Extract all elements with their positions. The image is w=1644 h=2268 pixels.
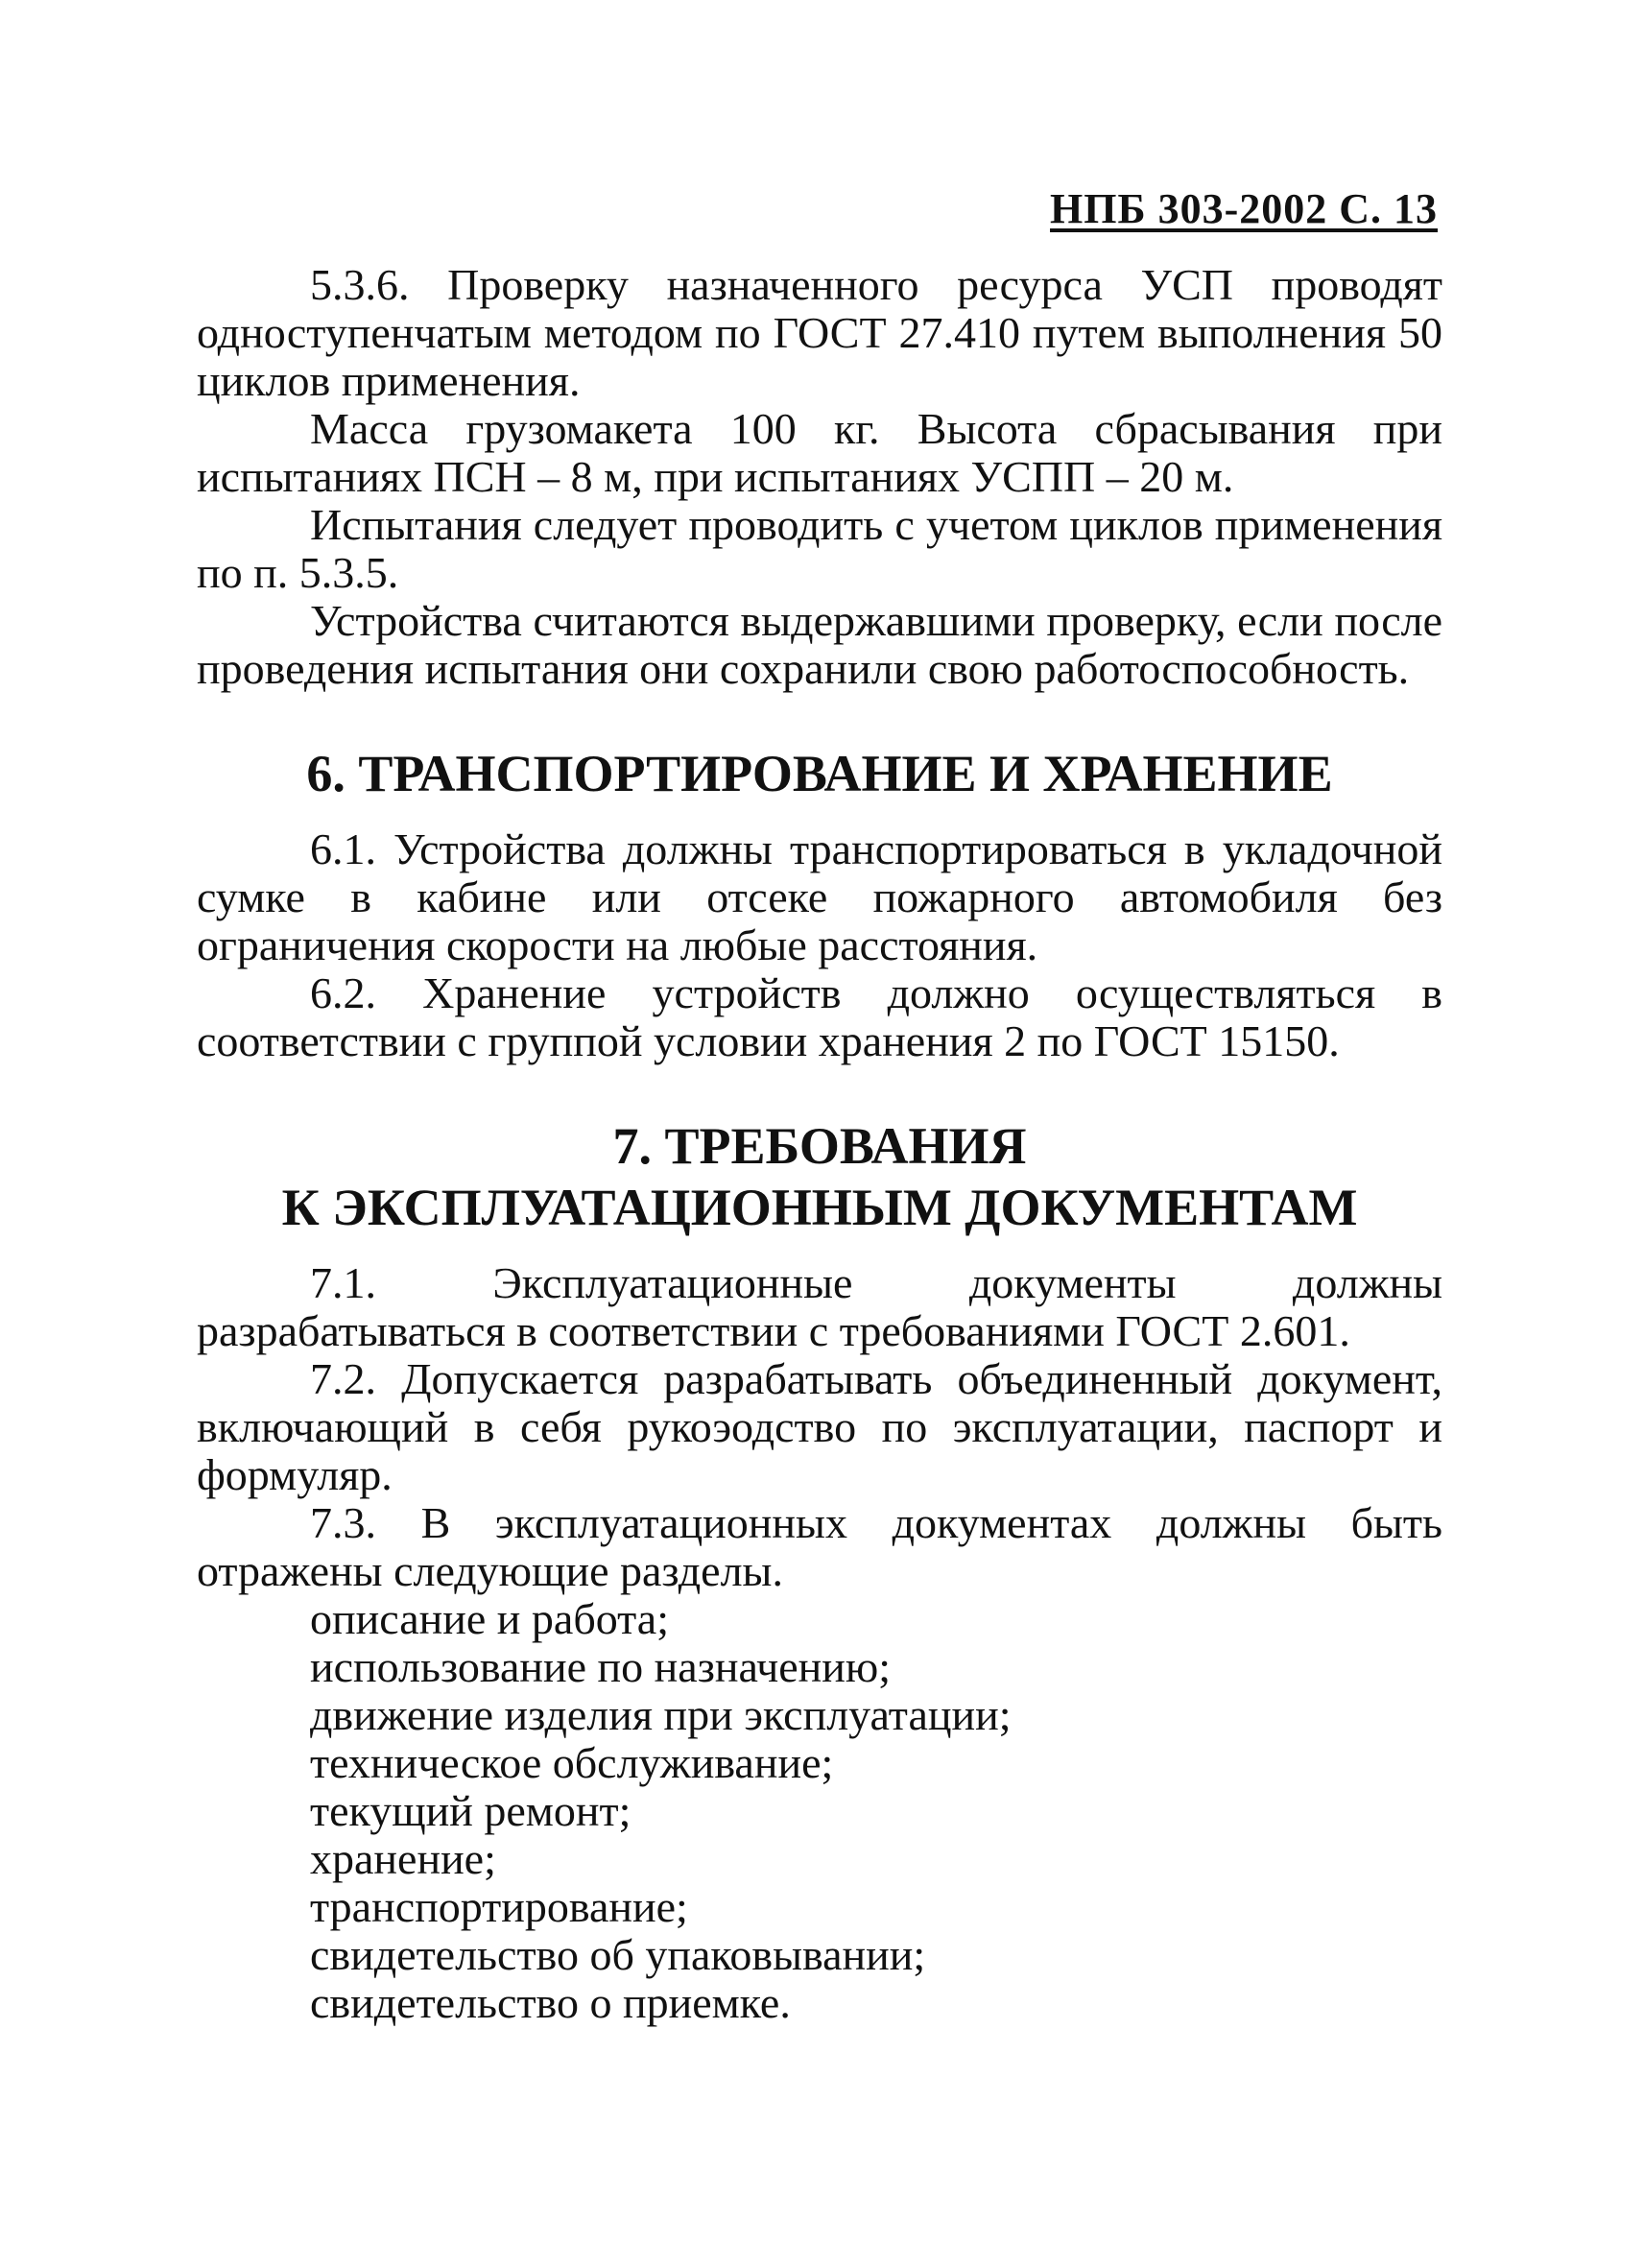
section-7-title-line-2: К ЭКСПЛУАТАЦИОННЫМ ДОКУМЕНТАМ <box>281 1179 1358 1236</box>
paragraph-7-1: 7.1. Эксплуатационные документы должны разрабатываться в соответствии с требованиями ГОСТ 2.601. <box>197 1258 1442 1355</box>
paragraph-result: Устройства считаются выдержавшими проверку, если после проведения испытания они сохранили свою работоспособность. <box>197 596 1442 693</box>
list-item: использование по назначению; <box>310 1642 892 1691</box>
paragraph-mass: Масса грузомакета 100 кг. Высота сбрасывания при испытаниях ПСН – 8 м, при испытаниях УСПП – 20 м. <box>197 404 1442 501</box>
section-6-title: 6. ТРАНСПОРТИРОВАНИЕ И ХРАНЕНИЕ <box>306 745 1333 802</box>
paragraph-7-2: 7.2. Допускается разрабатывать объединенный документ, включающий в себя рукоэодство по эксплуатации, паспорт и формуляр. <box>197 1354 1442 1499</box>
paragraph-6-1: 6.1. Устройства должны транспортироваться в укладочной сумке в кабине или отсеке пожарного автомобиля без ограничения скорости на любые расстояния. <box>197 824 1442 969</box>
list-item: описание и работа; <box>310 1594 669 1643</box>
list-item: транспортирование; <box>310 1882 688 1931</box>
section-7-title <box>197 1115 1442 1238</box>
list-item: свидетельство об упаковывании; <box>310 1930 926 1979</box>
list-item: хранение; <box>310 1834 496 1883</box>
section-7-title-line-1: 7. ТРЕБОВАНИЯ <box>612 1117 1027 1175</box>
paragraph-tests: Испытания следует проводить с учетом циклов применения по п. 5.3.5. <box>197 500 1442 597</box>
paragraph-5-3-6: 5.3.6. Проверку назначенного ресурса УСП проводят одноступенчатым методом по ГОСТ 27.410 путем выполнения 50 циклов применения. <box>197 260 1442 405</box>
list-item: техническое обслуживание; <box>310 1738 834 1787</box>
list-item: свидетельство о приемке. <box>310 1978 791 2027</box>
paragraph-7-3: 7.3. В эксплуатационных документах должны быть отражены следующие разделы. <box>197 1498 1442 1595</box>
paragraph-6-2: 6.2. Хранение устройств должно осуществляться в соответствии с группой условии хранения 2 по ГОСТ 15150. <box>197 968 1442 1065</box>
list-item: движение изделия при эксплуатации; <box>310 1690 1012 1739</box>
page-header-doc-ref: НПБ 303-2002 С. 13 <box>1050 185 1438 232</box>
list-item: текущий ремонт; <box>310 1786 631 1835</box>
sections-list <box>197 1595 1442 2027</box>
document-body <box>197 261 1442 2027</box>
